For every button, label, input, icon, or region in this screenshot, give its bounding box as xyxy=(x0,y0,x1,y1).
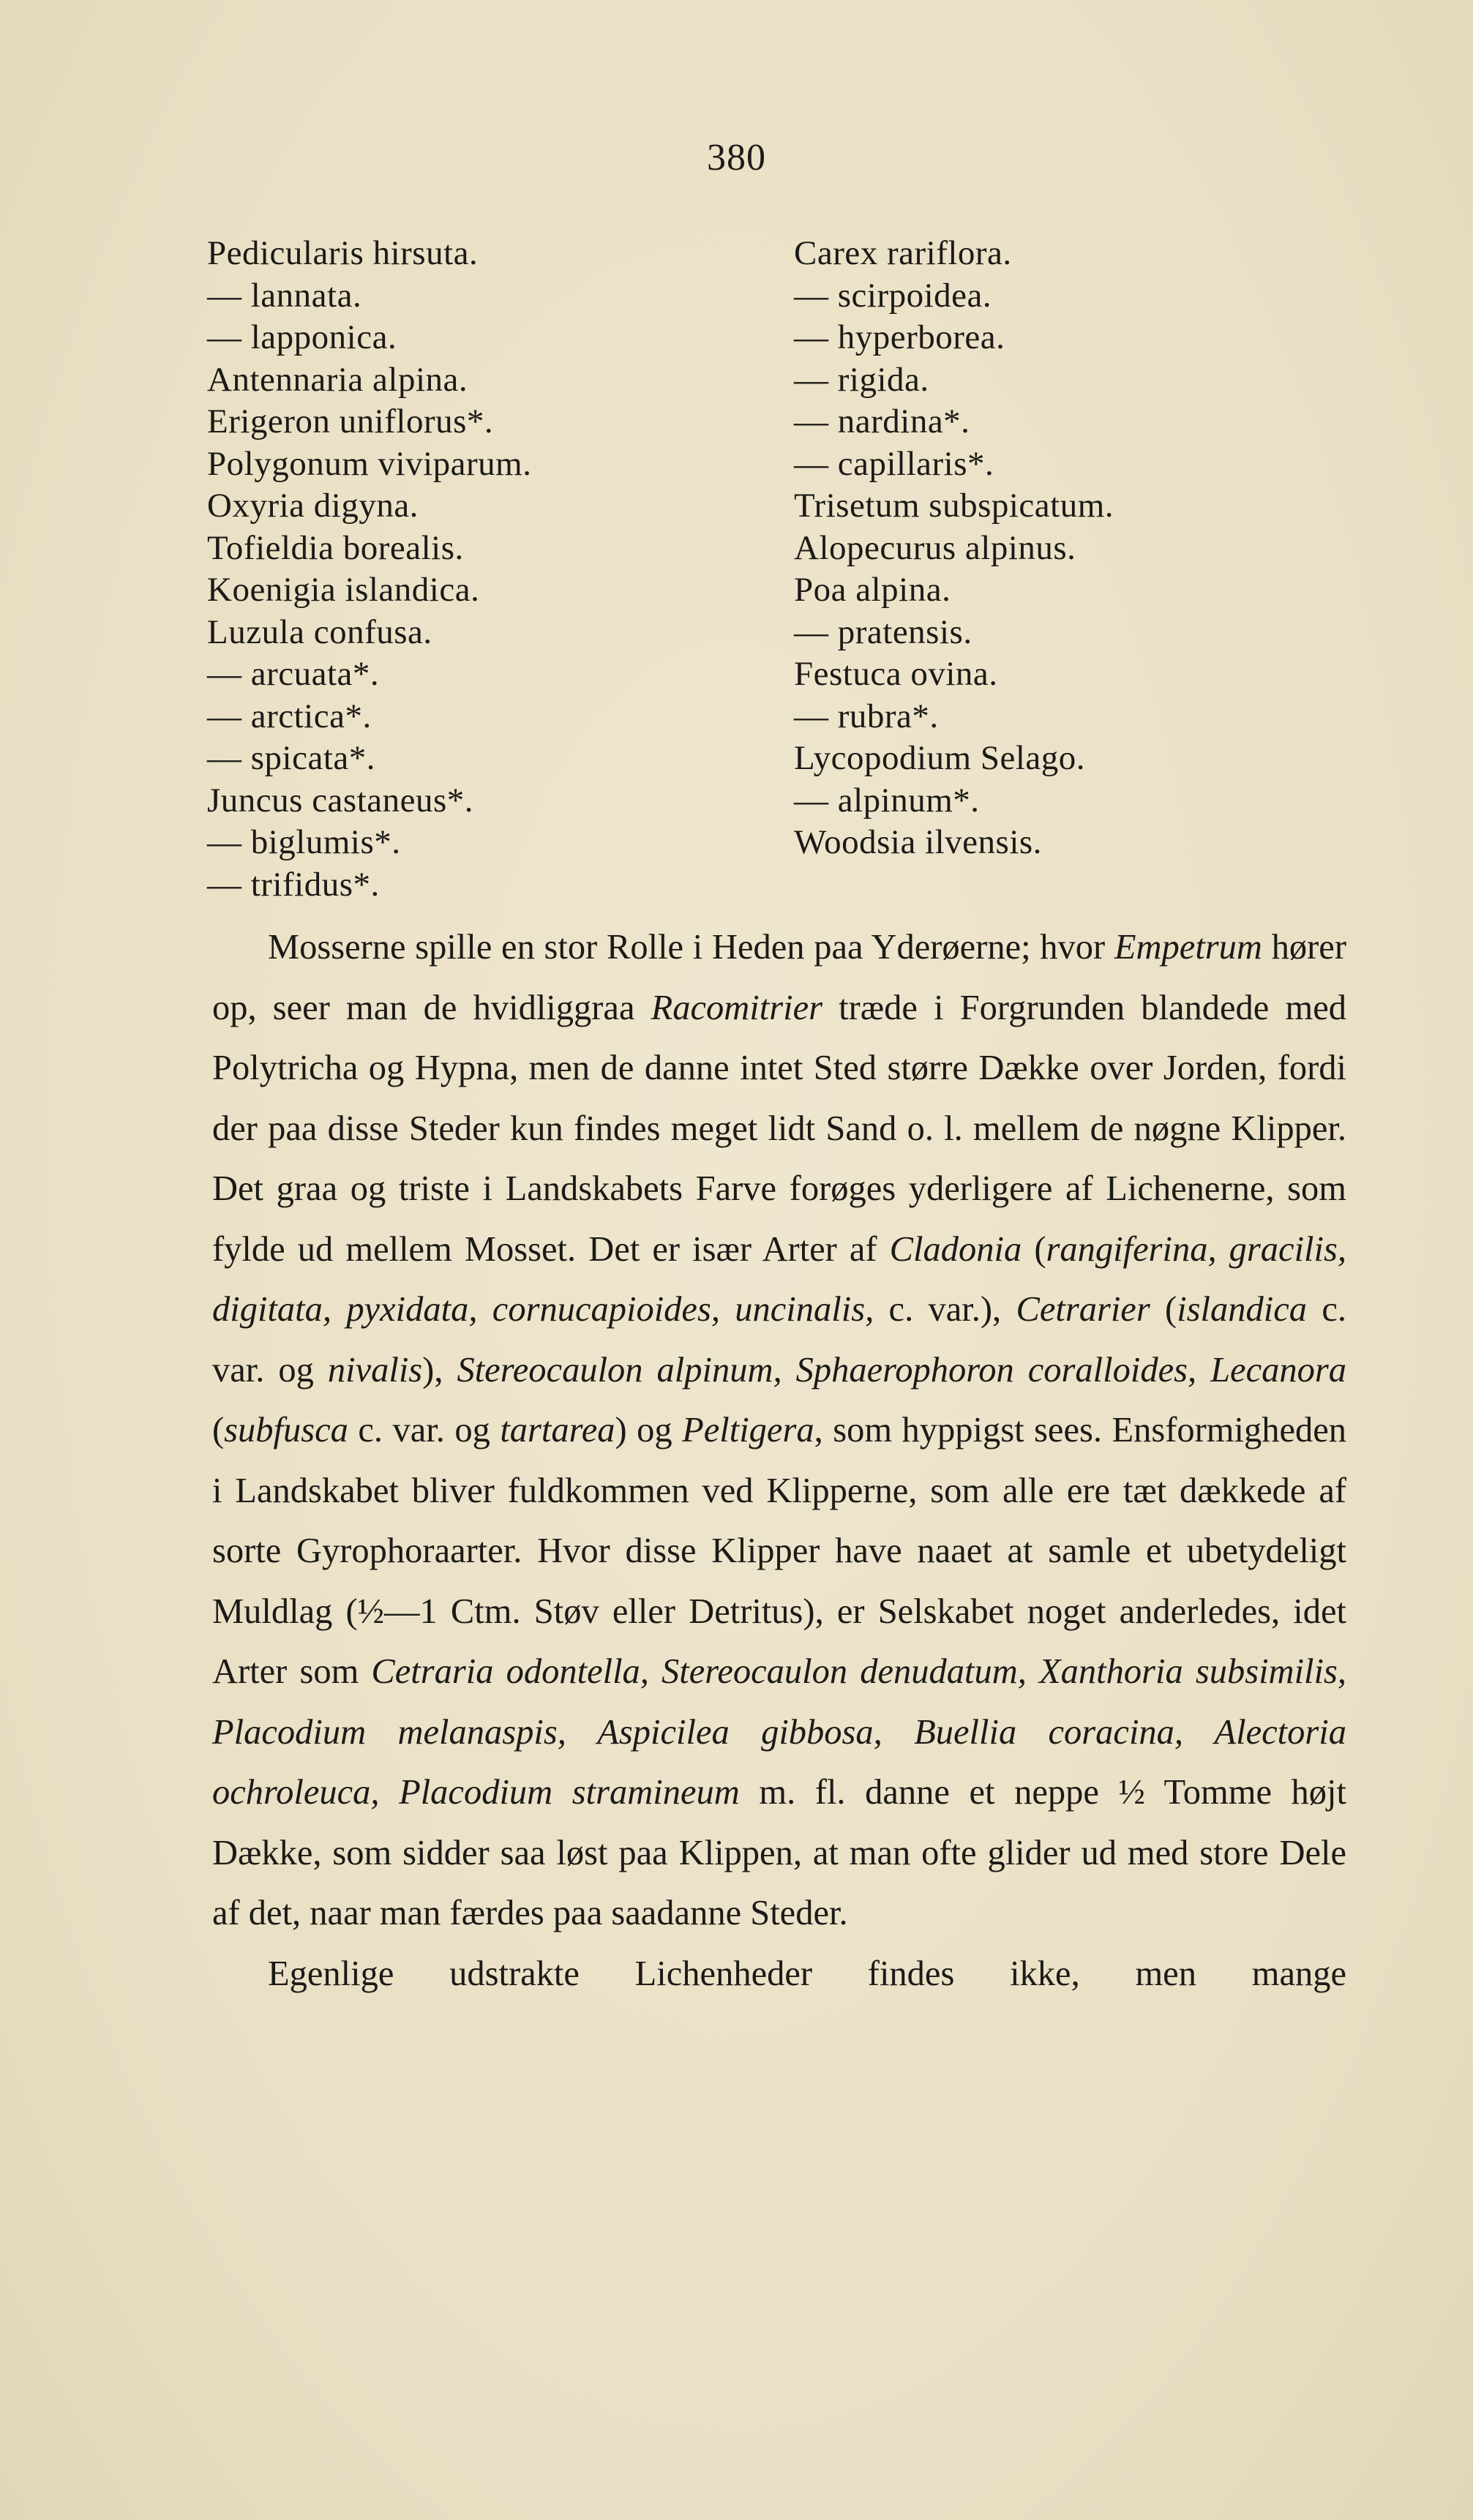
text-run: træde i Forgrunden blandede med Polytricha og Hypna, men de danne intet Sted større Dække over Jorden, fordi der paa disse Steder kun findes meget lidt Sand o. l. mellem de nøgne Klipper. Det graa og triste i Landskabets Farve forøges yderligere af Lichenerne, som fylde ud mellem Mosset. Det er især Arter af xyxy=(212,988,1346,1269)
species-entry: — pratensis. xyxy=(794,612,972,651)
taxon-name: Stereocaulon alpinum, Sphaerophoron coralloides, Lecanora xyxy=(457,1350,1346,1390)
species-entry: — rubra*. xyxy=(794,697,939,735)
text-run: c. var.), xyxy=(874,1290,1016,1329)
species-entry: — lapponica. xyxy=(207,318,397,356)
text-run: ( xyxy=(1022,1229,1046,1269)
species-entry: Trisetum subspicatum. xyxy=(794,487,1114,525)
species-entry: Luzula confusa. xyxy=(207,612,432,651)
taxon-name: Cladonia xyxy=(889,1229,1022,1269)
species-list-right xyxy=(794,233,1114,864)
species-entry: — spicata*. xyxy=(207,739,375,777)
text-run: m. fl. danne et neppe ½ Tomme højt Dække, som sidder saa løst paa Klippen, at man ofte glider ud med store Dele af det, naar man færdes paa saadanne Steder. xyxy=(212,1773,1346,1932)
page-number: 380 xyxy=(707,137,766,179)
species-entry: Woodsia ilvensis. xyxy=(794,823,1042,861)
taxon-name: Peltigera xyxy=(682,1411,814,1450)
species-list-left xyxy=(207,233,531,906)
species-entry: Alopecurus alpinus. xyxy=(794,528,1076,567)
species-entry: Juncus castaneus*. xyxy=(207,781,474,820)
text-run: c. var. og xyxy=(212,1290,1347,1390)
species-entry: Erigeron uniflorus*. xyxy=(207,402,494,440)
text-run: ) og xyxy=(615,1411,683,1450)
taxon-name: islandica xyxy=(1177,1290,1308,1329)
text-run: ), xyxy=(422,1350,457,1390)
text-run: Mosserne spille en stor Rolle i Heden paa Yderøerne; hvor xyxy=(268,928,1114,967)
taxon-name: tartarea xyxy=(500,1411,615,1450)
species-entry: Tofieldia borealis. xyxy=(207,528,464,567)
paragraph-lichen-heaths: Egenlige udstrakte Lichenheder findes ikke, men mange xyxy=(268,1954,1346,1993)
species-entry: — lannata. xyxy=(207,276,362,315)
species-entry: Carex rariflora. xyxy=(794,234,1012,272)
taxon-name: Cetraria odontella, Stereocaulon denudatum, Xanthoria subsimilis, Placodium melanaspis, Aspicilea gibbosa, Buellia coracina, Alectoria ochroleuca, Placodium stramineum xyxy=(212,1652,1346,1812)
species-entry: Pedicularis hirsuta. xyxy=(207,234,479,272)
body-text xyxy=(212,918,1346,2004)
taxon-name: Empetrum xyxy=(1114,928,1262,967)
text-run: , som hyppigst sees. Ensformigheden i Landskabet bliver fuldkommen ved Klipperne, som alle ere tæt dækkede af sorte Gyrophoraarter. Hvor disse Klipper have naaet at samle et ubetydeligt Muldlag (½—1 Ctm. Støv eller Detritus), er Selskabet noget anderledes, idet Arter som xyxy=(212,1411,1347,1691)
species-entry: Polygonum viviparum. xyxy=(207,444,532,483)
taxon-name: Cetrarier xyxy=(1016,1290,1150,1329)
text-run: hører op, seer man de hvidliggraa xyxy=(212,928,1346,1027)
paragraph-mosses-lichens xyxy=(212,918,1346,1944)
species-entry: Lycopodium Selago. xyxy=(794,739,1086,777)
species-entry: Antennaria alpina. xyxy=(207,360,468,399)
species-entry: Oxyria digyna. xyxy=(207,487,419,525)
species-entry: Festuca ovina. xyxy=(794,655,998,693)
species-entry: Koenigia islandica. xyxy=(207,571,480,609)
species-entry: — nardina*. xyxy=(794,402,970,440)
text-run: ( xyxy=(212,1411,225,1450)
species-entry: — rigida. xyxy=(794,360,929,399)
taxon-name: subfusca xyxy=(224,1411,348,1450)
species-entry: — trifidus*. xyxy=(207,865,380,904)
species-entry: — scirpoidea. xyxy=(794,276,992,315)
taxon-name: nivalis xyxy=(327,1350,423,1390)
species-entry: — arcuata*. xyxy=(207,655,380,693)
taxon-name: Racomitrier xyxy=(651,988,823,1027)
species-entry: — hyperborea. xyxy=(794,318,1005,356)
species-entry: — alpinum*. xyxy=(794,781,980,820)
text-run: ( xyxy=(1150,1290,1177,1329)
text-run: c. var. og xyxy=(348,1411,501,1450)
species-entry: Poa alpina. xyxy=(794,571,951,609)
species-entry: — biglumis*. xyxy=(207,823,401,861)
species-entry: — capillaris*. xyxy=(794,444,994,483)
species-entry: — arctica*. xyxy=(207,697,372,735)
taxon-name: rangiferina, gracilis, digitata, pyxidata, cornucapioides, uncinalis, xyxy=(212,1229,1347,1329)
